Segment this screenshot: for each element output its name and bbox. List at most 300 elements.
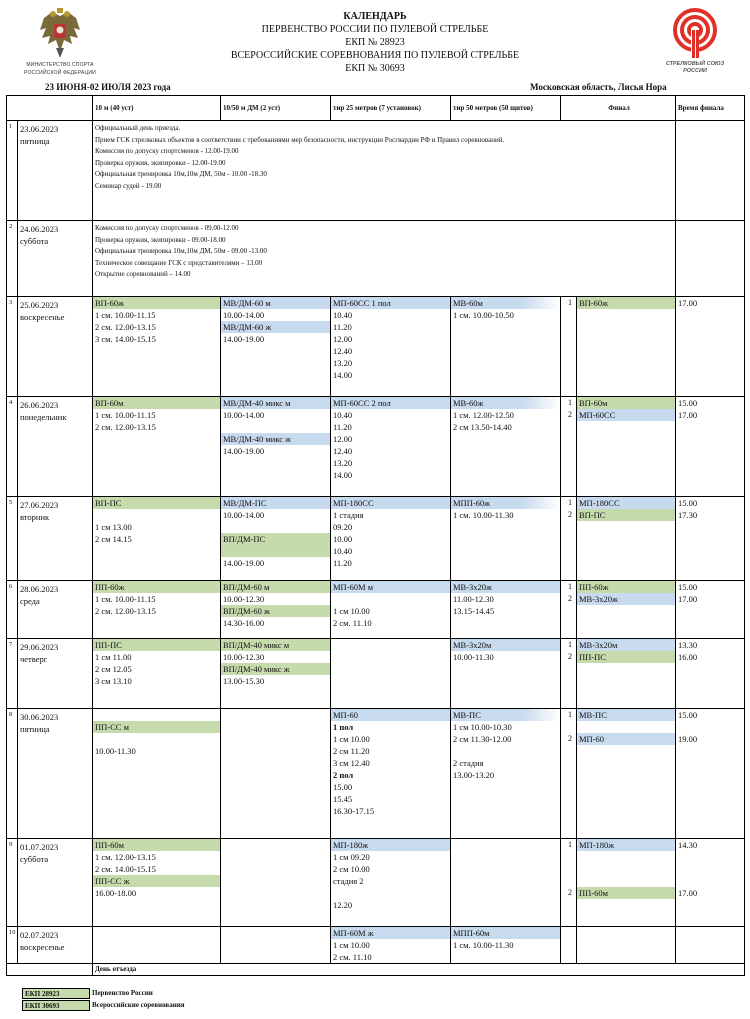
cell-line: 17.30 [678, 510, 698, 520]
cell-line: 10.40 [333, 410, 353, 420]
day-row [7, 581, 745, 639]
title-line-2: ПЕРВЕНСТВО РОССИИ ПО ПУЛЕВОЙ СТРЕЛЬБЕ [261, 24, 489, 35]
day-date-cell [18, 839, 93, 927]
cell-line: 1 см 10.00 [333, 606, 370, 616]
day-weekday: понедельник [20, 412, 67, 422]
cell-line: ВП-60м [577, 397, 675, 409]
cell-line: 17.00 [678, 888, 698, 898]
day-date-cell [18, 121, 93, 221]
day-row [7, 839, 745, 927]
pair-value: 1 см 09.20 [333, 852, 370, 862]
final-number [561, 709, 577, 839]
cell-line [93, 733, 220, 745]
cell-line: МП-180ж [577, 839, 675, 851]
cell-line [451, 745, 560, 757]
shooting-union-icon [671, 8, 719, 60]
cell-line: стадия 2 [333, 876, 364, 886]
cell-line: 2 см 11.30-12.00 [453, 734, 512, 744]
cell-line: ВП/ДМ-60 м [221, 581, 330, 593]
cell-10m [93, 397, 221, 497]
cell-line [561, 851, 576, 863]
cell-50m [451, 297, 561, 397]
title-line-3: ЕКП № 28923 [345, 37, 405, 48]
cell-line: 1 см 10.00 [333, 734, 370, 744]
legend-row [22, 999, 185, 1011]
cell-line: 2 см. 12.00-13.15 [95, 322, 156, 332]
day-number: 7 [7, 639, 18, 709]
cell-line: ВП-60м [93, 397, 220, 409]
cell-line: ВП/ДМ-60 ж [221, 605, 330, 617]
cell-dm [221, 709, 331, 839]
cell-25m [331, 839, 451, 927]
cell-line: 2 см 13.50-14.40 [453, 422, 512, 432]
departure-day: День отъезда [93, 964, 745, 976]
final-event [577, 581, 676, 639]
cell-line: 14.00 [333, 470, 353, 480]
final-event [577, 639, 676, 709]
coat-of-arms-icon [38, 8, 82, 60]
cell-line: 1 см 10.00-10.30 [453, 722, 512, 732]
cell-line: 16.00 [678, 652, 698, 662]
title-block [190, 10, 560, 75]
cell-line: 13.00-15.30 [223, 676, 265, 686]
cell-line: 15.00 [678, 582, 698, 592]
day-row [7, 397, 745, 497]
cell-line: 13.30 [678, 640, 698, 650]
info-line: Проверка оружия, экипировки - 12.00-19.00 [95, 158, 226, 167]
cell-line: МПП-60ж [451, 497, 560, 509]
cell-dm [221, 927, 331, 964]
cell-line: 10.40 [333, 310, 353, 320]
pair-line [331, 851, 450, 863]
final-number [561, 639, 577, 709]
cell-10m [93, 497, 221, 581]
cell-line: 11.20 [333, 322, 352, 332]
cell-line: 13.15-14.45 [453, 606, 495, 616]
legend-text: Всероссийские соревнования [92, 1001, 185, 1009]
cell-line: 1 см. 10.00-11.30 [453, 940, 514, 950]
cell-line: 14.00 [333, 370, 353, 380]
final-number [561, 297, 577, 397]
pair-line [331, 509, 450, 521]
pair-line [331, 863, 450, 875]
cell-line: 1 [568, 582, 572, 591]
cell-25m [331, 581, 451, 639]
cell-line: ВП-ПС [577, 509, 675, 521]
title-line-1: КАЛЕНДАРЬ [343, 11, 407, 22]
cell-line: 2 [568, 888, 572, 897]
day-number: 3 [7, 297, 18, 397]
cell-line [93, 709, 220, 721]
pair-line [331, 557, 450, 569]
day-date-cell [18, 709, 93, 839]
day-number: 9 [7, 839, 18, 927]
final-time [676, 397, 745, 497]
final-event [577, 497, 676, 581]
cell-line: 1 см 10.00 [333, 940, 370, 950]
day-row [7, 497, 745, 581]
cell-line: МП-60М ж [331, 927, 450, 939]
cell-line: МВ-3х20ж [577, 593, 675, 605]
day-date: 01.07.2023 [20, 842, 59, 852]
cell-line: 1 см. 10.00-11.15 [95, 410, 156, 420]
final-time [676, 639, 745, 709]
cell-line [331, 593, 450, 605]
cell-dm [221, 839, 331, 927]
col-header-10m: 10 м (40 уст) [93, 96, 221, 121]
cell-line: 10.00-14.00 [223, 510, 265, 520]
cell-line: 14.00-19.00 [223, 334, 265, 344]
info-line: Открытие соревнований – 14.00 [95, 270, 191, 278]
final-time [676, 709, 745, 839]
cell-line: 11.00-12.30 [453, 594, 494, 604]
day-date: 02.07.2023 [20, 930, 59, 940]
cell-line: 2 [568, 652, 572, 661]
cell-line: 1 см. 12.00-13.15 [95, 852, 156, 862]
cell-25m [331, 927, 451, 964]
table-header-row [7, 96, 745, 121]
day-weekday: четверг [20, 654, 48, 664]
cell-line [221, 421, 330, 433]
cell-line: МВ-3х20м [451, 639, 560, 651]
cell-line: 1 [568, 298, 572, 307]
pair-value: 11.20 [333, 558, 352, 568]
cell-line: 1 см. 10.00-11.15 [95, 594, 156, 604]
day-date-cell [18, 297, 93, 397]
cell-line [676, 875, 744, 887]
cell-line: 16.30-17.15 [333, 806, 375, 816]
cell-line [577, 851, 675, 863]
day-number: 10 [7, 927, 18, 964]
cell-line: МВ/ДМ-60 м [221, 297, 330, 309]
cell-line: ВП-60ж [577, 297, 675, 309]
col-header-day [7, 96, 93, 121]
final-event [577, 839, 676, 927]
cell-line: МП-60М м [331, 581, 450, 593]
final-event [577, 927, 676, 964]
day-number: 4 [7, 397, 18, 497]
schedule-table [6, 95, 745, 976]
info-line: Официальная тренировка 10м,10м ДМ, 50м - 09.00 -13.00 [95, 247, 267, 255]
cell-line: МВ/ДМ-60 ж [221, 321, 330, 333]
cell-line [676, 851, 744, 863]
cell-line: МП-180ж [331, 839, 450, 851]
cell-line: МВ/ДМ-40 микс м [221, 397, 330, 409]
cell-line: ПП-ПС [577, 651, 675, 663]
cell-line: 15.45 [333, 794, 353, 804]
union-caption-2: РОССИИ [683, 68, 707, 74]
legend-code: ЕКП 30693 [22, 1000, 90, 1011]
cell-line: 2 [568, 594, 572, 603]
cell-line: 2 см. 11.10 [333, 952, 372, 962]
cell-line: 1 см 11.00 [95, 652, 132, 662]
cell-50m [451, 639, 561, 709]
cell-25m [331, 297, 451, 397]
shooting-union-logo [650, 8, 740, 74]
cell-line: 16.00-18.00 [95, 888, 137, 898]
cell-line: 17.00 [678, 410, 698, 420]
final-time [676, 839, 745, 927]
cell-dm [221, 497, 331, 581]
cell-line: 1 [568, 710, 572, 719]
cell-line: 10.00-11.30 [95, 746, 136, 756]
pair-line [331, 533, 450, 545]
final-time [676, 927, 745, 964]
day-weekday: среда [20, 596, 40, 606]
cell-line: 14.00-19.00 [223, 446, 265, 456]
cell-line: 12.20 [333, 900, 353, 910]
day-date: 29.06.2023 [20, 642, 59, 652]
cell-line: МВ-3х20ж [451, 581, 560, 593]
day-info [93, 121, 676, 221]
pair-line [331, 521, 450, 533]
final-event [577, 297, 676, 397]
day-date: 23.06.2023 [20, 124, 59, 134]
ministry-caption-2: РОССИЙСКОЙ ФЕДЕРАЦИИ [24, 70, 96, 76]
cell-line: ВП/ДМ-40 микс м [221, 639, 330, 651]
cell-50m [451, 497, 561, 581]
day-row [7, 709, 745, 839]
cell-line: МВ-60ж [451, 397, 560, 409]
day-date: 26.06.2023 [20, 400, 59, 410]
info-line: Комиссия по допуску спортсменов - 09.00-12.00 [95, 224, 239, 232]
cell-line [676, 863, 744, 875]
cell-line: МВ-ПС [451, 709, 560, 721]
cell-line: 1 [568, 640, 572, 649]
day-weekday: пятница [20, 136, 50, 146]
cell-line: 10.00-12.30 [223, 594, 265, 604]
day-date: 24.06.2023 [20, 224, 59, 234]
cell-line: 12.40 [333, 446, 353, 456]
day-number: 8 [7, 709, 18, 839]
day-number: 5 [7, 497, 18, 581]
day-date: 25.06.2023 [20, 300, 59, 310]
cell-line: 2 см. 11.10 [333, 618, 372, 628]
cell-line: ПП-60м [577, 887, 675, 899]
day-row [7, 297, 745, 397]
pair-value: 10.40 [333, 546, 353, 556]
cell-line: МП-180СС [577, 497, 675, 509]
cell-line: 14.30 [678, 840, 698, 850]
cell-line: МПП-60м [451, 927, 560, 939]
document-header [0, 0, 750, 94]
pair-line [331, 545, 450, 557]
cell-line [561, 875, 576, 887]
cell-line: МП-60 [577, 733, 675, 745]
final-number [561, 497, 577, 581]
cell-line: 11.20 [333, 422, 352, 432]
cell-line: МВ/ДМ-ПС [221, 497, 330, 509]
day-weekday: вторник [20, 512, 50, 522]
legend-text: Первенство России [92, 989, 153, 997]
day-row [7, 121, 745, 221]
cell-line: 10.00-11.30 [453, 652, 494, 662]
union-caption-1: СТРЕЛКОВЫЙ СОЮЗ [665, 61, 725, 67]
day-weekday: суббота [20, 236, 49, 246]
ministry-logo [14, 8, 106, 76]
cell-line [577, 863, 675, 875]
event-place: Московская область, Лисья Нора [530, 82, 667, 92]
cell-line: 2 пол [333, 770, 354, 780]
departure-row [7, 964, 745, 976]
cell-line: 15.00 [678, 710, 698, 720]
pair-value: 1 стадия [333, 510, 364, 520]
cell-line: 15.00 [333, 782, 353, 792]
cell-line: 1 см 13.00 [95, 522, 132, 532]
day-number: 6 [7, 581, 18, 639]
day-date: 28.06.2023 [20, 584, 59, 594]
final-time [676, 297, 745, 397]
cell-line: 2 см 12.05 [95, 664, 132, 674]
final-time-cell [676, 121, 745, 221]
cell-line: 10.00-12.30 [223, 652, 265, 662]
cell-line [577, 875, 675, 887]
info-line: Проверка оружия, экипировки - 09.00-18.00 [95, 235, 226, 244]
cell-line: 13.20 [333, 458, 353, 468]
cell-line: МП-180СС [331, 497, 450, 509]
day-row [7, 927, 745, 964]
cell-line: 12.00 [333, 434, 353, 444]
cell-line: 1 см. 12.00-12.50 [453, 410, 514, 420]
legend-code: ЕКП 28923 [22, 988, 90, 999]
final-time [676, 581, 745, 639]
cell-line: 17.00 [678, 298, 698, 308]
cell-line: ПП-60ж [577, 581, 675, 593]
final-event [577, 709, 676, 839]
cell-25m [331, 497, 451, 581]
cell-line: 14.00-19.00 [223, 558, 265, 568]
cell-line: ПП-ПС [93, 639, 220, 651]
day-date: 30.06.2023 [20, 712, 59, 722]
cell-line: МП-60СС [577, 409, 675, 421]
info-line: Прием ГСК стрелковых объектов в соответствии с требованиями мер безопасности, инструкции Росгвардии РФ и Правил соревнований. [95, 135, 505, 144]
cell-line: МВ/ДМ-40 микс ж [221, 433, 330, 445]
cell-line: ПП-СС м [93, 721, 220, 733]
day-date-cell [18, 581, 93, 639]
col-header-final: Финал [561, 96, 676, 121]
info-line: Комиссия по допуску спортсменов - 12.00-19.00 [95, 147, 239, 155]
cell-line: 2 [568, 410, 572, 419]
cell-line: 1 [568, 498, 572, 507]
day-number: 1 [7, 121, 18, 221]
cell-line: ПП-60ж [93, 581, 220, 593]
cell-line: 2 см 14.15 [95, 534, 132, 544]
cell-line: 12.40 [333, 346, 353, 356]
cell-line: 2 стадия [453, 758, 484, 768]
cell-25m [331, 397, 451, 497]
cell-line [331, 887, 450, 899]
day-date-cell [18, 497, 93, 581]
cell-10m [93, 581, 221, 639]
cell-line [676, 721, 744, 733]
day-weekday: суббота [20, 854, 49, 864]
cell-10m [93, 709, 221, 839]
info-line: Официальная тренировка 10м,10м ДМ, 50м - 10.00 -18.30 [95, 170, 267, 178]
day-info [93, 221, 676, 297]
day-weekday: воскресенье [20, 942, 65, 952]
day-row [7, 639, 745, 709]
cell-10m [93, 297, 221, 397]
day-date-cell [18, 221, 93, 297]
cell-line [577, 721, 675, 733]
cell-line: 1 см. 10.00-10.50 [453, 310, 514, 320]
col-header-25m: тир 25 метров (7 установок) [331, 96, 451, 121]
cell-10m [93, 639, 221, 709]
cell-line: 13.00-13.20 [453, 770, 495, 780]
cell-line: МВ-3х20м [577, 639, 675, 651]
cell-line: МВ-ПС [577, 709, 675, 721]
cell-line [561, 863, 576, 875]
legend-row [22, 987, 185, 999]
cell-line: 10.00-14.00 [223, 310, 265, 320]
title-line-5: ЕКП № 30693 [345, 63, 405, 74]
blank-cell [7, 964, 93, 976]
cell-line: 1 см. 10.00-11.15 [95, 310, 156, 320]
cell-line [221, 521, 330, 533]
event-dates: 23 ИЮНЯ-02 ИЮЛЯ 2023 года [45, 82, 171, 92]
final-time [676, 497, 745, 581]
cell-line: 1 [568, 398, 572, 407]
col-header-final-time: Время финала [676, 96, 745, 121]
cell-line: 17.00 [678, 594, 698, 604]
cell-line: 2 см 11.20 [333, 746, 370, 756]
cell-line: 1 пол [333, 722, 354, 732]
cell-line: 1 см. 10.00-11.30 [453, 510, 514, 520]
col-header-50m: тир 50 метров (50 щитов) [451, 96, 561, 121]
ministry-caption-1: МИНИСТЕРСТВО СПОРТА [26, 62, 94, 68]
day-number: 2 [7, 221, 18, 297]
cell-dm [221, 639, 331, 709]
final-time-cell [676, 221, 745, 297]
cell-line: 12.00 [333, 334, 353, 344]
cell-line: МП-60СС 1 пол [331, 297, 450, 309]
final-number [561, 397, 577, 497]
cell-line: 3 см. 14.00-15.15 [95, 334, 156, 344]
pair-value: 2 см 10.00 [333, 864, 370, 874]
day-weekday: воскресенье [20, 312, 65, 322]
day-weekday: пятница [20, 724, 50, 734]
cell-line: ПП-60м [93, 839, 220, 851]
final-number [561, 581, 577, 639]
cell-50m [451, 397, 561, 497]
cell-50m [451, 581, 561, 639]
cell-line: МВ-60м [451, 297, 560, 309]
legend [22, 987, 185, 1011]
info-line: Семинар судей - 19.00 [95, 181, 162, 190]
final-event [577, 397, 676, 497]
cell-25m [331, 709, 451, 839]
cell-line [221, 545, 330, 557]
cell-50m [451, 839, 561, 927]
cell-10m [93, 839, 221, 927]
cell-line: 14.30-16.00 [223, 618, 265, 628]
cell-50m [451, 927, 561, 964]
title-line-4: ВСЕРОССИЙСКИЕ СОРЕВНОВАНИЯ ПО ПУЛЕВОЙ СТРЕЛЬБЕ [230, 50, 520, 61]
cell-line: 15.00 [678, 398, 698, 408]
col-header-dm: 10/50 м ДМ (2 уст) [221, 96, 331, 121]
cell-line [561, 721, 576, 733]
cell-line [93, 509, 220, 521]
cell-line: 2 [568, 510, 572, 519]
pair-value: 10.00 [333, 534, 353, 544]
info-line: Техническое совещание ГСК с представителями – 13.00 [95, 258, 263, 267]
cell-10m [93, 927, 221, 964]
final-number [561, 927, 577, 964]
cell-25m [331, 639, 451, 709]
cell-line: МП-60 [331, 709, 450, 721]
cell-line: 2 см. 14.00-15.15 [95, 864, 156, 874]
cell-dm [221, 297, 331, 397]
